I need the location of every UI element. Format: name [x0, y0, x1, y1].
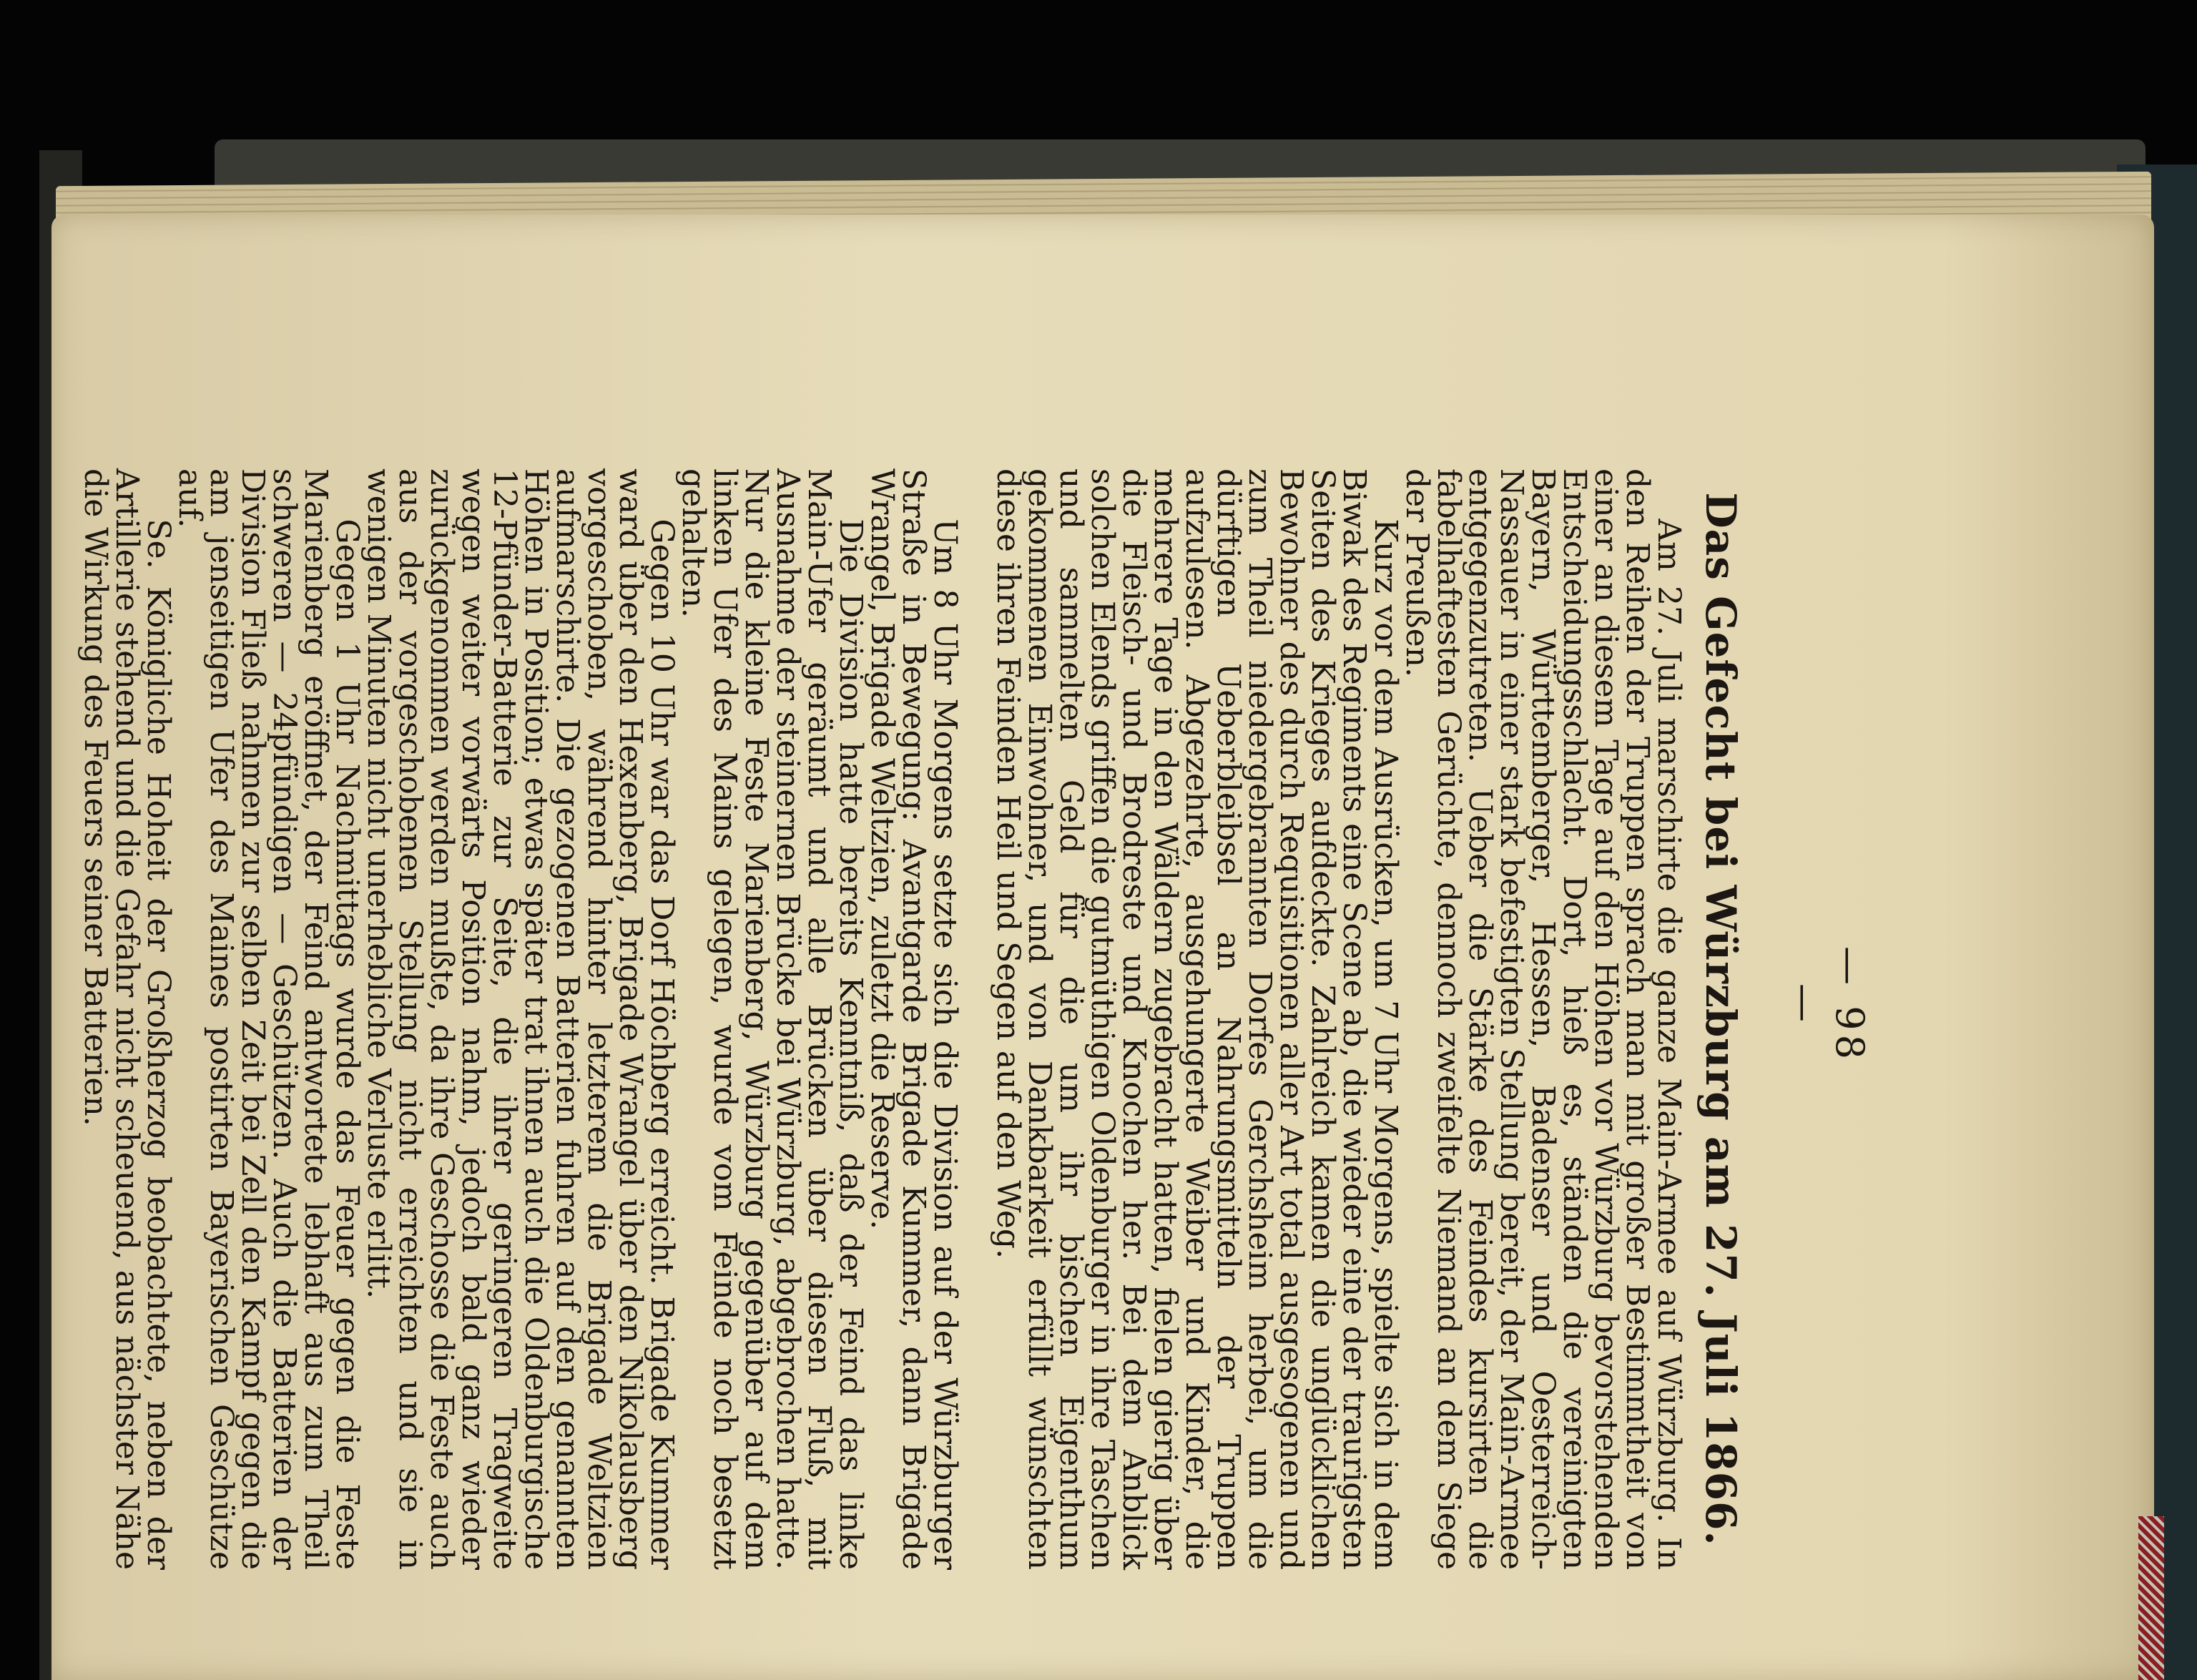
paragraph: Am 27. Juli marschirte die ganze Main-Armee auf Würzburg. In den Reihen der Truppen sprach man mit großer Bestimmtheit von einer an diesem Tage auf den Höhen vor Würzburg bevorstehenden Entscheidungsschlacht. Dort, hieß es, ständen die vereinigten Bayern, Württemberger, Hessen, Badenser und Oesterreich-Nassauer in einer stark befestigten Stellung bereit, der Main-Armee entgegenzutreten. Ueber die Stärke des Feindes kursirten die fabelhaftesten Gerüchte, dennoch zweifelte Niemand an dem Siege der Preußen. [1399, 468, 1687, 1570]
bookmark-ribbon [2138, 1516, 2164, 1680]
body-text [77, 468, 1687, 1570]
section-heading: Das Gefecht bei Würzburg am 27. Juli 1866. [1696, 492, 1745, 1546]
paragraph: Um 8 Uhr Morgens setzte sich die Division auf der Würzburger Straße in Bewegung: Avantgarde Brigade Kummer, dann Brigade Wrangel, Brigade Weltzien, zuletzt die Reserve. [864, 468, 963, 1570]
paragraph: Se. Königliche Hoheit der Großherzog beobachtete, neben der Artillerie stehend und die Gefahr nicht scheuend, aus nächster Nähe die Wirkung des Feuers seiner Batterien. [77, 468, 177, 1570]
paragraph: Kurz vor dem Ausrücken, um 7 Uhr Morgens, spielte sich in dem Biwak des Regiments eine Scene ab, die wieder eine der traurigsten Seiten des Krieges aufdeckte. Zahlreich kamen die unglücklichen Bewohner des durch Requisitionen aller Art total ausgesogenen und zum Theil niedergebrannten Dorfes Gerchsheim herbei, um die dürftigen Ueberbleibsel an Nahrungsmitteln der Truppen aufzulesen. Abgezehrte, ausgehungerte Weiber und Kinder, die mehrere Tage in den Wäldern zugebracht hatten, fielen gierig über die Fleisch- und Brodreste und Knochen her. Bei dem Anblick solchen Elends griffen die gutmüthigen Oldenburger in ihre Taschen und sammelten Geld für die um ihr bischen Eigenthum gekommenen Einwohner, und von Dankbarkeit erfüllt wünschten diese ihren Feinden Heil und Segen auf den Weg. [990, 468, 1404, 1570]
rotated-page-content [0, 418, 1881, 1584]
page-number: — 98 — [1782, 946, 1872, 1063]
paragraph: Die Division hatte bereits Kenntniß, daß der Feind das linke Main-Ufer geräumt und alle Brücken über diesen Fluß, mit Ausnahme der steinernen Brücke bei Würzburg, abgebrochen hatte. Nur die kleine Feste Marienberg, Würzburg gegenüber auf dem linken Ufer des Mains gelegen, wurde vom Feinde noch besetzt gehalten. [675, 468, 869, 1570]
paragraph: Gegen 10 Uhr war das Dorf Höchberg erreicht. Brigade Kummer ward über den Hexenberg, Brigade Wrangel über den Nikolausberg vorgeschoben, während hinter letzterem die Brigade Weltzien aufmarschirte. Die gezogenen Batterien fuhren auf den genannten Höhen in Position; etwas später trat ihnen auch die Oldenburgische 12-Pfünder-Batterie zur Seite, die ihrer geringeren Tragweite wegen weiter vorwärts Position nahm, jedoch bald ganz wieder zurückgenommen werden mußte, da ihre Geschosse die Feste auch aus der vorgeschobenen Stellung nicht erreichten und sie in wenigen Minuten nicht unerhebliche Verluste erlitt. [360, 468, 680, 1570]
paragraph: Gegen 1 Uhr Nachmittags wurde das Feuer gegen die Feste Marienberg eröffnet, der Feind antwortete lebhaft aus zum Theil schweren — 24pfündigen — Geschützen. Auch die Batterien der Division Fließ nahmen zur selben Zeit bei Zell den Kampf gegen die am jenseitigen Ufer des Maines postirten Bayerischen Geschütze auf. [172, 468, 365, 1570]
